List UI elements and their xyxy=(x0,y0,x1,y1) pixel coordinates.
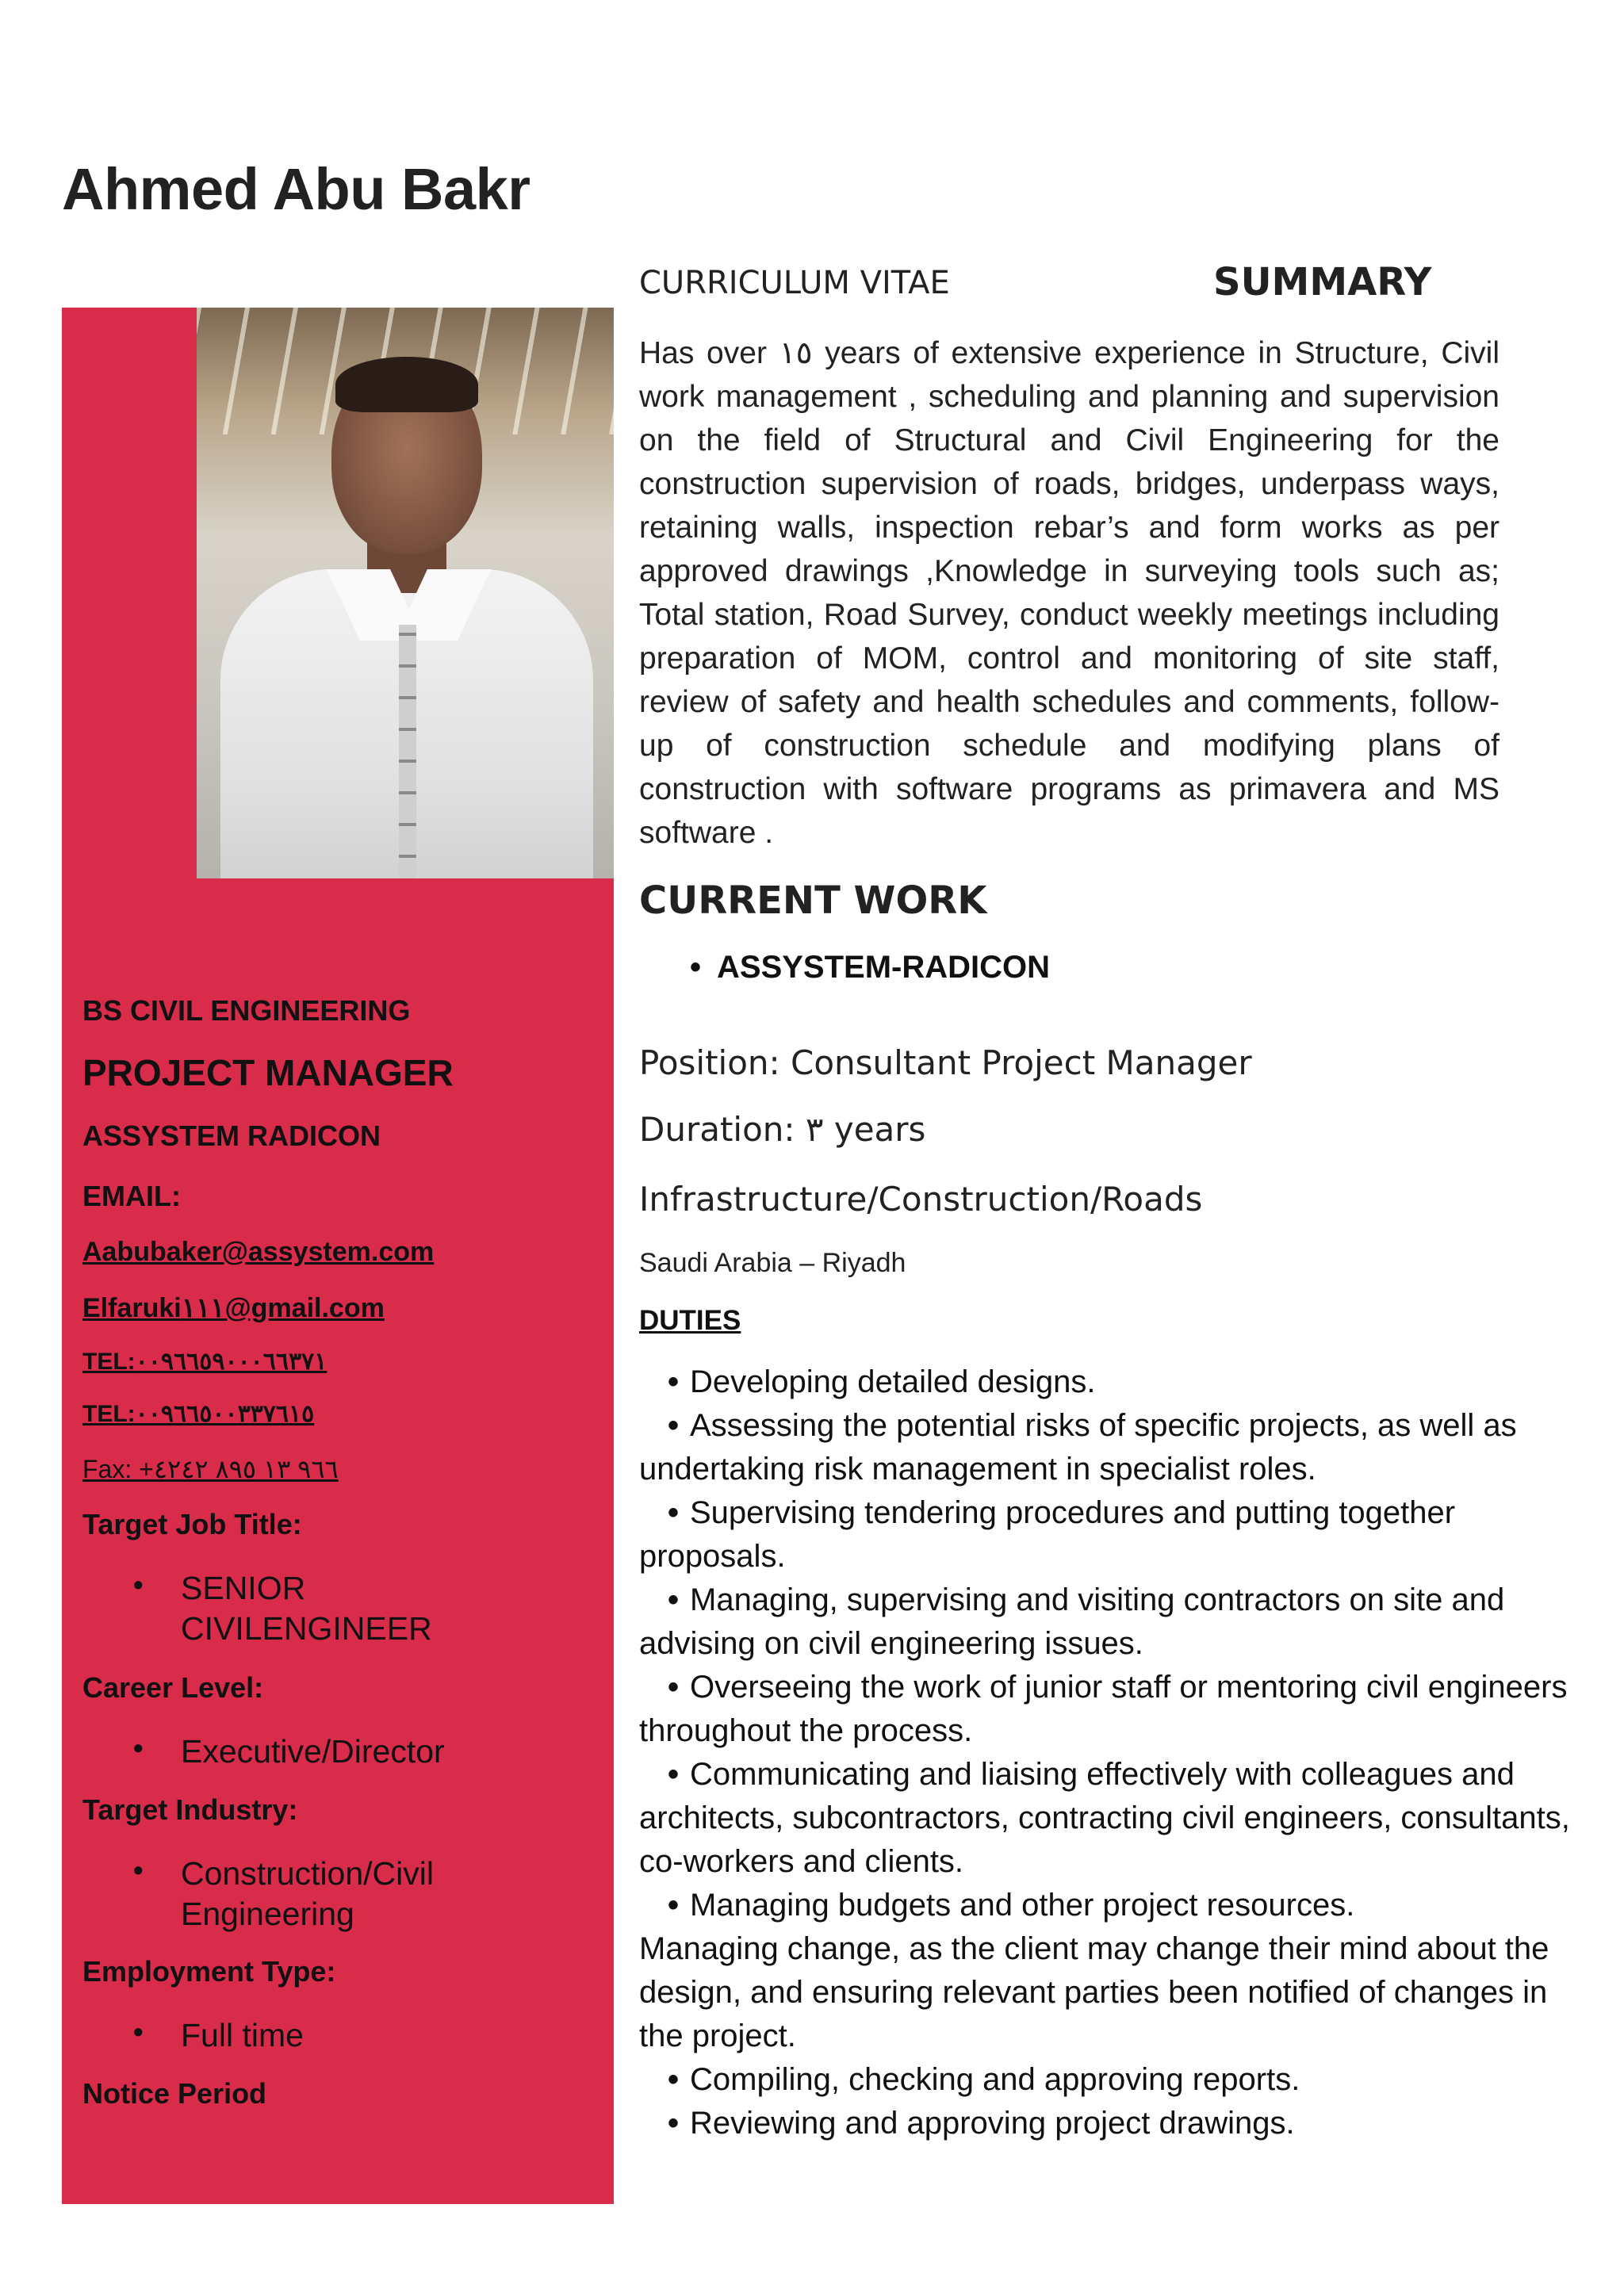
position-line: Position: Consultant Project Manager xyxy=(639,1043,1252,1082)
phone-link-2[interactable]: TEL:٠٠٩٦٦٥٠٠٣٣٧٦١٥ xyxy=(82,1401,315,1427)
duty-item: Managing change, as the client may change their mind about the design, and ensuring relevant parties been notified of changes in the project. xyxy=(639,1931,1549,2053)
notice-period-label: Notice Period xyxy=(82,2077,267,2110)
duty-item: • Supervising tendering procedures and putting together proposals. xyxy=(639,1491,1579,1578)
employment-type-text: Full time xyxy=(181,2017,304,2053)
sector-line: Infrastructure/Construction/Roads xyxy=(639,1180,1203,1219)
duty-item: • Communicating and liaising effectively with colleagues and architects, subcontractors, contracting civil engineers, consultants, co-workers and clients. xyxy=(639,1753,1579,1884)
target-industry-label: Target Industry: xyxy=(82,1793,298,1826)
employment-type-label: Employment Type: xyxy=(82,1955,336,1988)
candidate-name: Ahmed Abu Bakr xyxy=(62,156,530,222)
profile-photo xyxy=(197,308,614,878)
duties-heading: DUTIES xyxy=(639,1305,741,1336)
location-line: Saudi Arabia – Riyadh xyxy=(639,1248,906,1278)
current-work-heading: CURRENT WORK xyxy=(639,878,987,923)
sidebar-company: ASSYSTEM RADICON xyxy=(82,1119,381,1152)
email-label: EMAIL: xyxy=(82,1180,181,1212)
duty-item: • Managing budgets and other project resources. xyxy=(639,1884,1579,1927)
duties-list xyxy=(639,1360,1579,2145)
career-level-item: • Executive/Director xyxy=(133,1732,561,1772)
target-job-text: SENIOR CIVILENGINEER xyxy=(181,1570,432,1647)
fax-number: Fax: +٩٦٦ ١٣ ٨٩٥ ٤٢٤٢ xyxy=(82,1455,339,1483)
target-industry-item: • Construction/Civil Engineering xyxy=(133,1854,482,1934)
cv-label: CURRICULUM VITAE xyxy=(639,265,950,301)
duty-item: • Developing detailed designs. xyxy=(639,1360,1579,1404)
duty-item: • Overseeing the work of junior staff or mentoring civil engineers throughout the process. xyxy=(639,1666,1579,1753)
email-link-secondary[interactable]: Elfaruki١١١@gmail.com xyxy=(82,1293,385,1323)
target-industry-text: Construction/Civil Engineering xyxy=(181,1855,434,1932)
career-level-text: Executive/Director xyxy=(181,1733,445,1770)
summary-heading: SUMMARY xyxy=(1213,260,1432,304)
career-level-label: Career Level: xyxy=(82,1671,264,1704)
duty-item: • Compiling, checking and approving reports. xyxy=(639,2058,1579,2102)
employment-type-item: • Full time xyxy=(133,2015,561,2056)
degree-label: BS CIVIL ENGINEERING xyxy=(82,994,411,1027)
current-company-item: • ASSYSTEM-RADICON xyxy=(690,950,1051,985)
phone-link-1[interactable]: TEL:٠٠٩٦٦٥٩٠٠٠٦٦٣٧١ xyxy=(82,1349,327,1375)
current-company-name: ASSYSTEM-RADICON xyxy=(717,950,1051,985)
email-link-primary[interactable]: Aabubaker@assystem.com xyxy=(82,1237,435,1267)
duty-item: • Managing, supervising and visiting contractors on site and advising on civil engineering issues. xyxy=(639,1578,1579,1666)
duty-item: • Assessing the potential risks of specific projects, as well as undertaking risk management in specialist roles. xyxy=(639,1404,1579,1491)
summary-text: Has over ١٥ years of extensive experience in Structure, Civil work management , scheduling and planning and supervision on the field of Structural and Civil Engineering for the construction supervision of roads, bridges, underpass ways, retaining walls, inspection rebar’s and form works as per approved drawings ,Knowledge in surveying tools such as; Total station, Road Survey, conduct weekly meetings including preparation of MOM, control and monitoring of site staff, review of safety and health schedules and comments, follow-up of construction schedule and modifying plans of construction with software programs as primavera and MS software . xyxy=(639,336,1500,850)
target-job-label: Target Job Title: xyxy=(82,1508,302,1540)
job-title: PROJECT MANAGER xyxy=(82,1052,454,1093)
duty-item: • Reviewing and approving project drawings. xyxy=(639,2102,1579,2145)
target-job-item: • SENIOR CIVILENGINEER xyxy=(133,1568,466,1649)
duration-line: Duration: ٣ years xyxy=(639,1110,926,1149)
